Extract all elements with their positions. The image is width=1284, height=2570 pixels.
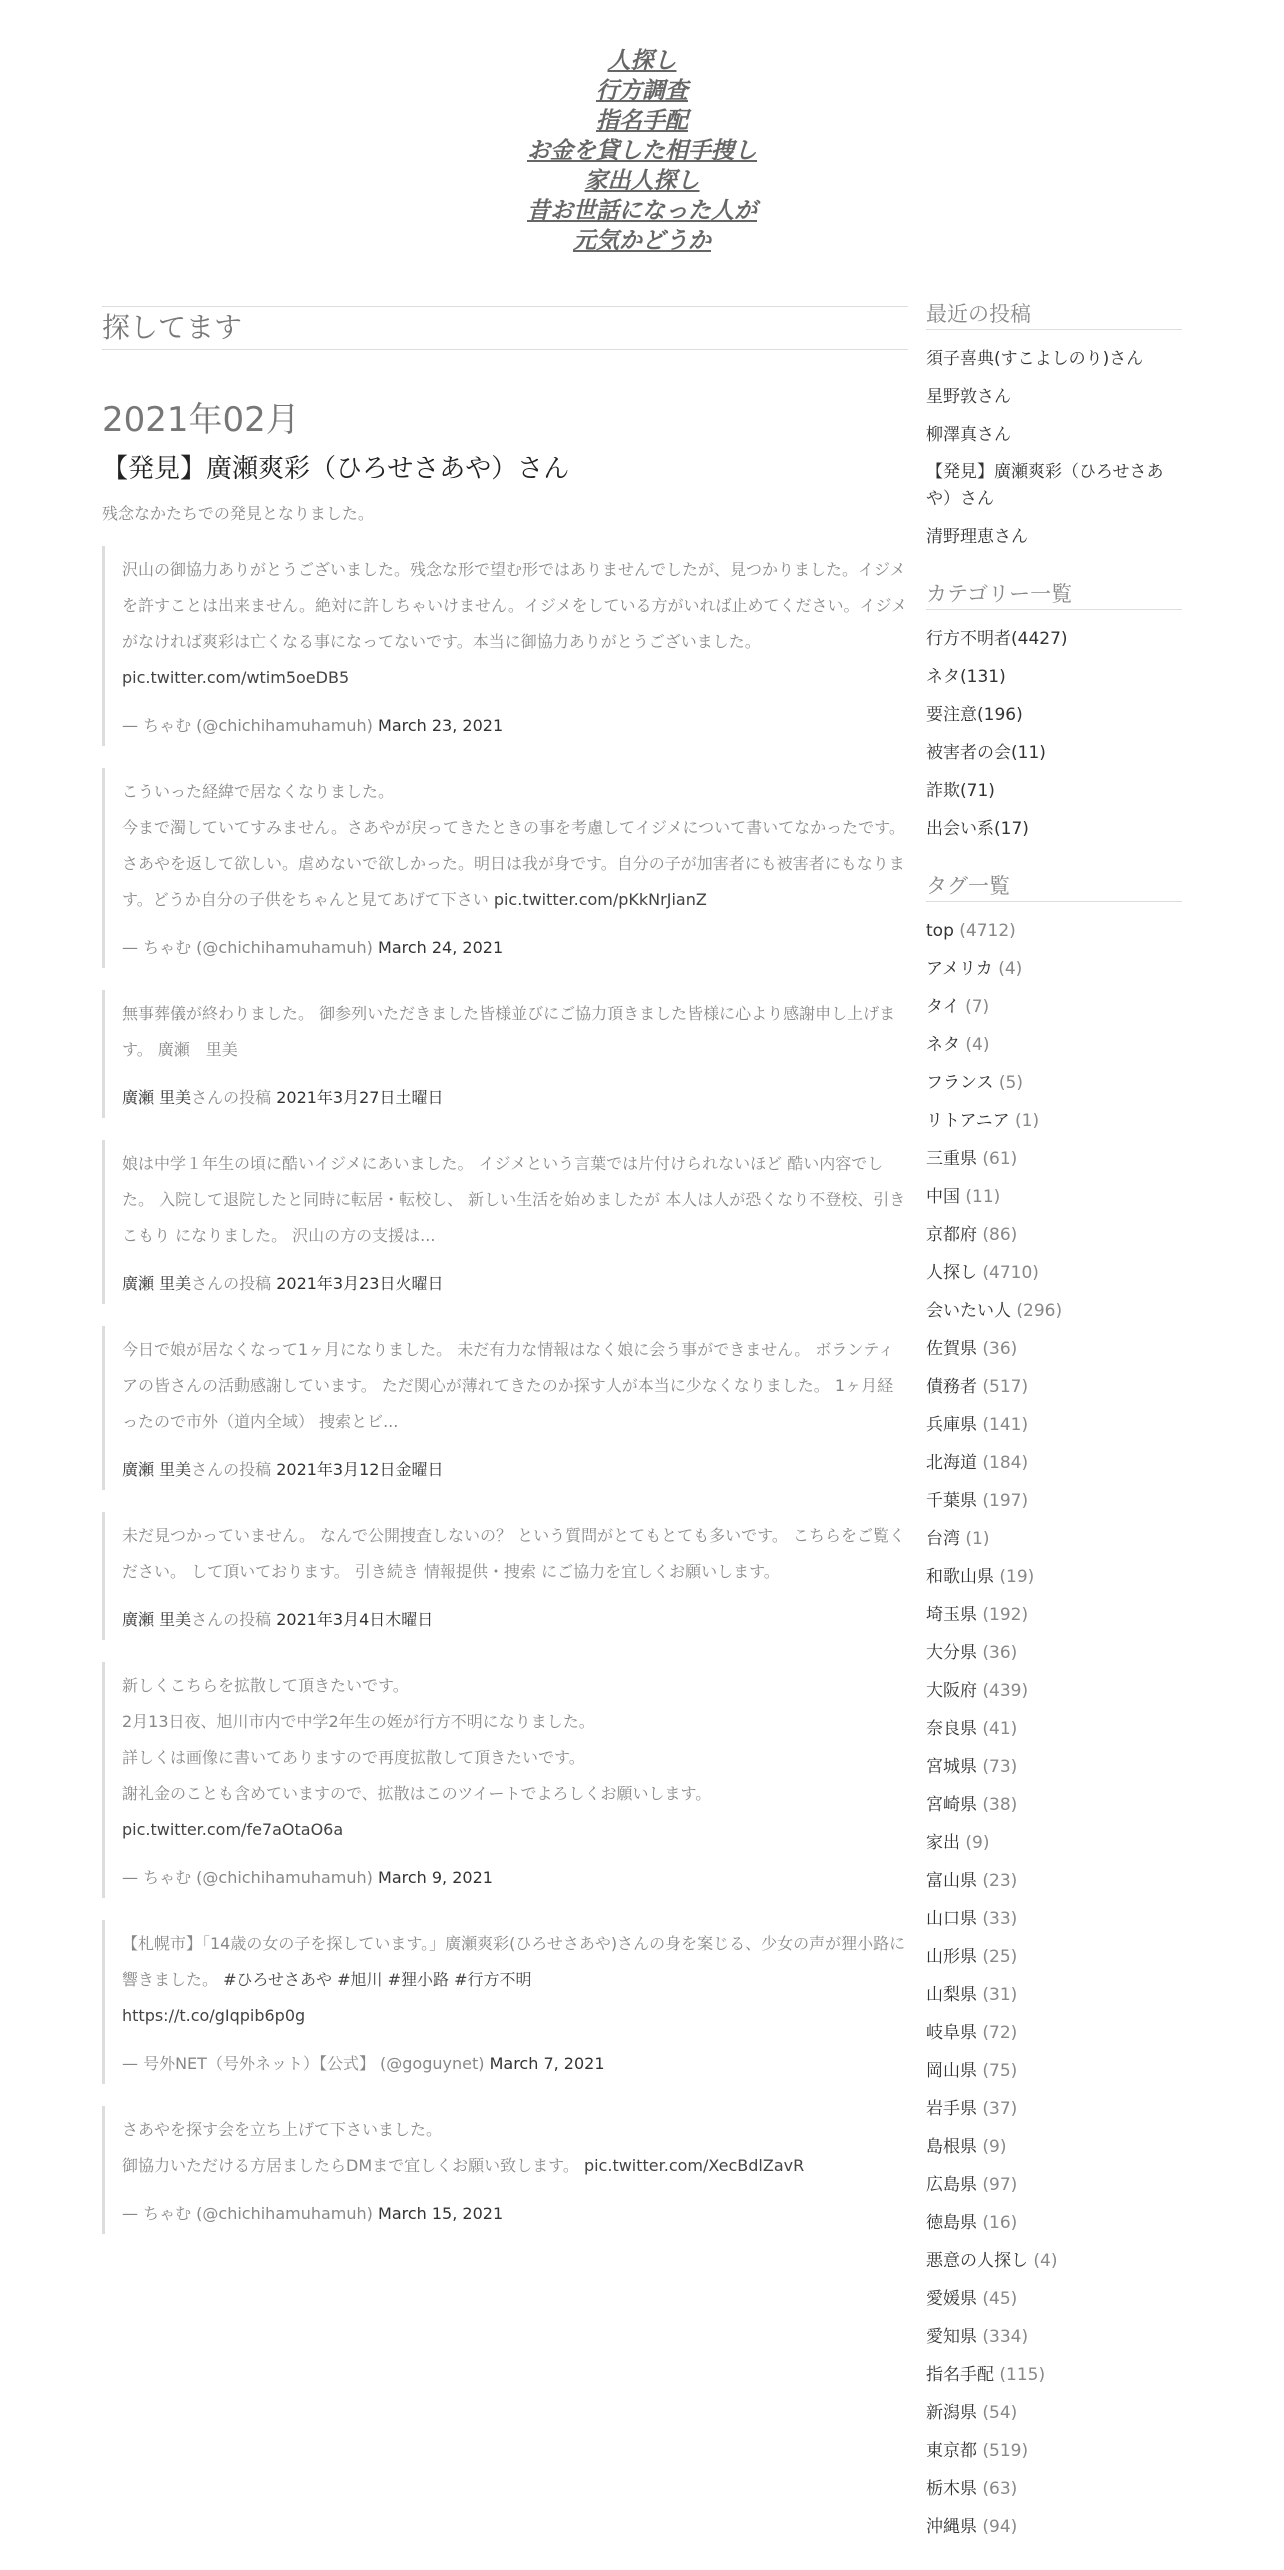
- quote-source-label: さんの投稿: [191, 1460, 272, 1479]
- category-item[interactable]: [926, 658, 1182, 696]
- tag-count: (4): [965, 1035, 990, 1055]
- tag-link[interactable]: 和歌山県: [926, 1567, 994, 1587]
- quote-cite: [122, 1608, 908, 1632]
- tag-link[interactable]: 東京都: [926, 2441, 977, 2461]
- tag-link[interactable]: 中国: [926, 1187, 960, 1207]
- category-item[interactable]: [926, 620, 1182, 658]
- tag-item[interactable]: [926, 1862, 1182, 1900]
- header-nav: [0, 46, 1284, 256]
- quote-body: [122, 1668, 908, 1848]
- tag-item[interactable]: [926, 1368, 1182, 1406]
- tag-count: (517): [982, 1377, 1029, 1397]
- quote-date[interactable]: March 24, 2021: [378, 938, 504, 957]
- tag-count: (37): [982, 2099, 1018, 2119]
- recent-posts-title: 最近の投稿: [926, 300, 1182, 330]
- sidebar: [926, 254, 1182, 2570]
- header-link[interactable]: 家出人探し: [584, 167, 700, 194]
- header-link[interactable]: 行方調査: [596, 77, 688, 104]
- category-item[interactable]: [926, 696, 1182, 734]
- tag-link[interactable]: 兵庫県: [926, 1415, 977, 1435]
- tag-count: (4710): [982, 1263, 1039, 1283]
- tag-count: (4): [1033, 2251, 1058, 2271]
- tag-item[interactable]: [926, 1976, 1182, 2014]
- tag-item[interactable]: [926, 2090, 1182, 2128]
- quote-cite: [122, 1272, 908, 1296]
- tag-item[interactable]: [926, 1938, 1182, 1976]
- quote-author[interactable]: 廣瀬 里美: [122, 1088, 192, 1107]
- quote-list: [102, 546, 908, 2234]
- tag-count: (11): [965, 1187, 1001, 1207]
- tag-item[interactable]: [926, 2052, 1182, 2090]
- quote-link[interactable]: pic.twitter.com/wtim5oeDB5: [122, 668, 350, 687]
- quote-date[interactable]: March 15, 2021: [378, 2204, 504, 2223]
- tag-count: (16): [982, 2213, 1018, 2233]
- recent-post-item[interactable]: [926, 378, 1182, 416]
- tag-count: (141): [982, 1415, 1029, 1435]
- embedded-quote: [102, 2106, 908, 2234]
- tag-count: (54): [982, 2403, 1018, 2423]
- tag-list: [926, 912, 1182, 2546]
- tag-item[interactable]: [926, 2394, 1182, 2432]
- tag-link[interactable]: 千葉県: [926, 1491, 977, 1511]
- tag-item[interactable]: [926, 950, 1182, 988]
- recent-post-link[interactable]: 星野敦さん: [926, 387, 1011, 407]
- quote-cite: [122, 2202, 908, 2226]
- tag-count: (197): [982, 1491, 1029, 1511]
- tag-count: (9): [965, 1833, 990, 1853]
- quote-author[interactable]: — ちゃむ (@chichihamuhamuh): [122, 716, 373, 735]
- tag-link[interactable]: 人探し: [926, 1263, 977, 1283]
- tag-item[interactable]: [926, 1140, 1182, 1178]
- tag-link[interactable]: 債務者: [926, 1377, 977, 1397]
- quote-cite: [122, 1458, 908, 1482]
- quote-body: [122, 552, 908, 696]
- tag-item[interactable]: [926, 1026, 1182, 1064]
- quote-date[interactable]: 2021年3月4日木曜日: [276, 1610, 434, 1629]
- quote-author[interactable]: 廣瀬 里美: [122, 1460, 192, 1479]
- tag-link[interactable]: フランス: [926, 1073, 994, 1093]
- category-link[interactable]: 詐欺(71): [926, 781, 995, 801]
- quote-date[interactable]: March 7, 2021: [489, 2054, 605, 2073]
- tag-item[interactable]: [926, 1520, 1182, 1558]
- header-link[interactable]: お金を貸した相手捜し: [527, 137, 757, 164]
- quote-cite: [122, 2052, 908, 2076]
- site-header: [0, 0, 1284, 254]
- tag-item[interactable]: [926, 988, 1182, 1026]
- category-link[interactable]: 被害者の会(11): [926, 743, 1046, 763]
- recent-posts-list: [926, 340, 1182, 556]
- quote-author[interactable]: — ちゃむ (@chichihamuhamuh): [122, 2204, 373, 2223]
- tag-count: (19): [999, 1567, 1035, 1587]
- tag-count: (72): [982, 2023, 1018, 2043]
- tag-count: (1): [965, 1529, 990, 1549]
- tag-link[interactable]: 埼玉県: [926, 1605, 977, 1625]
- page-title: 探してます: [102, 306, 908, 350]
- tag-count: (63): [982, 2479, 1018, 2499]
- tag-link[interactable]: 佐賀県: [926, 1339, 977, 1359]
- tag-item[interactable]: [926, 912, 1182, 950]
- tag-count: (94): [982, 2517, 1018, 2537]
- category-item[interactable]: [926, 772, 1182, 810]
- tag-link[interactable]: 岩手県: [926, 2099, 977, 2119]
- quote-link[interactable]: https://t.co/gIqpib6p0g: [122, 2006, 306, 2025]
- tag-count: (36): [982, 1643, 1018, 1663]
- quote-text: 無事葬儀が終わりました。 御参列いただきました皆様並びにご協力頂きました皆様に心より感謝申し上げます。 廣瀬 里美: [122, 1004, 896, 1059]
- category-list: [926, 620, 1182, 848]
- quote-author[interactable]: 廣瀬 里美: [122, 1610, 192, 1629]
- tag-count: (41): [982, 1719, 1018, 1739]
- quote-source-label: さんの投稿: [191, 1088, 272, 1107]
- tag-link[interactable]: 大阪府: [926, 1681, 977, 1701]
- tag-item[interactable]: [926, 1558, 1182, 1596]
- quote-body: [122, 774, 908, 918]
- quote-author[interactable]: — ちゃむ (@chichihamuhamuh): [122, 938, 373, 957]
- tag-link[interactable]: top: [926, 921, 954, 941]
- header-link[interactable]: 元気かどうか: [573, 227, 711, 254]
- quote-text: 娘は中学１年生の頃に酷いイジメにあいました。 イジメという言葉では片付けられないほど 酷い内容でした。 入院して退院したと同時に転居・転校し、 新しい生活を始めましたが 本人は人が恐くなり不登校、引きこもり になりました。 沢山の方の支援は...: [122, 1154, 906, 1245]
- tag-link[interactable]: 台湾: [926, 1529, 960, 1549]
- tag-item[interactable]: [926, 1786, 1182, 1824]
- tag-count: (73): [982, 1757, 1018, 1777]
- tag-item[interactable]: [926, 2470, 1182, 2508]
- tag-item[interactable]: [926, 1748, 1182, 1786]
- tag-count: (192): [982, 1605, 1029, 1625]
- tag-item[interactable]: [926, 1216, 1182, 1254]
- tag-item[interactable]: [926, 2128, 1182, 2166]
- embedded-quote: [102, 1662, 908, 1898]
- quote-author[interactable]: — ちゃむ (@chichihamuhamuh): [122, 1868, 373, 1887]
- recent-post-item[interactable]: [926, 454, 1182, 518]
- tag-link[interactable]: 山梨県: [926, 1985, 977, 2005]
- tag-link[interactable]: 奈良県: [926, 1719, 977, 1739]
- tag-count: (115): [999, 2365, 1046, 2385]
- quote-body: [122, 996, 908, 1068]
- quote-author[interactable]: — 号外NET（号外ネット）【公式】 (@goguynet): [122, 2054, 485, 2073]
- recent-post-link[interactable]: 清野理恵さん: [926, 527, 1028, 547]
- tag-link[interactable]: 富山県: [926, 1871, 977, 1891]
- tag-count: (5): [998, 1073, 1023, 1093]
- tag-link[interactable]: 三重県: [926, 1149, 977, 1169]
- tag-link[interactable]: 大分県: [926, 1643, 977, 1663]
- tag-link[interactable]: 新潟県: [926, 2403, 977, 2423]
- tag-item[interactable]: [926, 2508, 1182, 2546]
- category-link[interactable]: 出会い系(17): [926, 819, 1029, 839]
- tag-link[interactable]: リトアニア: [926, 1111, 1010, 1131]
- quote-body: [122, 1146, 908, 1254]
- category-link[interactable]: 要注意(196): [926, 705, 1023, 725]
- quote-text: 新しくこちらを拡散して頂きたいです。 2月13日夜、旭川市内で中学2年生の姪が行方不明になりました。 詳しくは画像に書いてありますので再度拡散して頂きたいです。 謝礼金のことも含めていますので、拡散はこのツイートでよろしくお願いします。: [122, 1676, 712, 1803]
- quote-date[interactable]: 2021年3月23日火曜日: [276, 1274, 444, 1293]
- tag-link[interactable]: 愛知県: [926, 2327, 977, 2347]
- tag-item[interactable]: [926, 2318, 1182, 2356]
- tag-item[interactable]: [926, 2242, 1182, 2280]
- tag-item[interactable]: [926, 1672, 1182, 1710]
- quote-hashtags[interactable]: #ひろせさあや #旭川 #狸小路 #行方不明: [223, 1970, 532, 1989]
- tag-count: (7): [965, 997, 990, 1017]
- tag-count: (334): [982, 2327, 1029, 2347]
- tag-count: (25): [982, 1947, 1018, 1967]
- embedded-quote: [102, 768, 908, 968]
- tag-count: (86): [982, 1225, 1018, 1245]
- quote-cite: [122, 1086, 908, 1110]
- tag-item[interactable]: [926, 1900, 1182, 1938]
- tag-count: (75): [982, 2061, 1018, 2081]
- recent-post-item[interactable]: [926, 340, 1182, 378]
- tag-link[interactable]: 山口県: [926, 1909, 977, 1929]
- quote-link[interactable]: pic.twitter.com/fe7aOtaO6a: [122, 1820, 344, 1839]
- quote-cite: [122, 714, 908, 738]
- tag-item[interactable]: [926, 2280, 1182, 2318]
- tag-link[interactable]: アメリカ: [926, 959, 993, 979]
- recent-post-item[interactable]: [926, 416, 1182, 454]
- tag-count: (38): [982, 1795, 1018, 1815]
- recent-post-link[interactable]: 【発見】廣瀬爽彩（ひろせさあや）さん: [926, 462, 1164, 509]
- recent-post-link[interactable]: 須子喜典(すこよしのり)さん: [926, 349, 1144, 369]
- tag-item[interactable]: [926, 1254, 1182, 1292]
- quote-text: 沢山の御協力ありがとうございました。残念な形で望む形ではありませんでしたが、見つかりました。イジメを許すことは出来ません。絶対に許しちゃいけません。イジメをしている方がいれば止めてください。イジメがなければ爽彩は亡くなる事になってないです。本当に御協力ありがとうございました。: [122, 560, 907, 651]
- tag-count: (23): [982, 1871, 1018, 1891]
- tag-item[interactable]: [926, 2204, 1182, 2242]
- tag-link[interactable]: 家出: [926, 1833, 960, 1853]
- tag-item[interactable]: [926, 1178, 1182, 1216]
- tag-count: (61): [982, 1149, 1018, 1169]
- tag-count: (36): [982, 1339, 1018, 1359]
- quote-text: 未だ見つかっていません。 なんで公開捜査しないの？ という質問がとてもとても多いです。 こちらをご覧ください。 して頂いております。 引き続き 情報提供・捜索 にご協力を宜しくお願いします。: [122, 1526, 905, 1581]
- archive-title: 2021年02月: [102, 400, 300, 440]
- tag-link[interactable]: 悪意の人探し: [926, 2251, 1028, 2271]
- tag-count: (31): [982, 1985, 1018, 2005]
- tag-link[interactable]: 宮崎県: [926, 1795, 977, 1815]
- quote-date[interactable]: 2021年3月27日土曜日: [276, 1088, 444, 1107]
- quote-source-label: さんの投稿: [191, 1274, 272, 1293]
- tag-item[interactable]: [926, 1330, 1182, 1368]
- tag-item[interactable]: [926, 1444, 1182, 1482]
- tag-link[interactable]: 指名手配: [926, 2365, 994, 2385]
- embedded-quote: [102, 1326, 908, 1490]
- tag-link[interactable]: 栃木県: [926, 2479, 977, 2499]
- embedded-quote: [102, 1920, 908, 2084]
- post-lead: 残念なかたちでの発見となりました。: [102, 504, 374, 523]
- quote-text: こういった経緯で居なくなりました。 今まで濁していてすみません。さあやが戻ってきたときの事を考慮してイジメについて書いてなかったです。さあやを返して欲しい。虐めないで欲しかった。明日は我が身です。自分の子が加害者にも被害者にもなります。どうか自分の子供をちゃんと見てあげて下さい: [122, 782, 905, 909]
- tag-item[interactable]: [926, 1406, 1182, 1444]
- tag-item[interactable]: [926, 2166, 1182, 2204]
- tag-count: (33): [982, 1909, 1018, 1929]
- recent-post-item[interactable]: [926, 518, 1182, 556]
- tag-count: (1): [1015, 1111, 1040, 1131]
- tag-count: (519): [982, 2441, 1029, 2461]
- tag-count: (97): [982, 2175, 1018, 2195]
- tag-link[interactable]: 北海道: [926, 1453, 977, 1473]
- quote-date[interactable]: 2021年3月12日金曜日: [276, 1460, 444, 1479]
- tag-item[interactable]: [926, 1824, 1182, 1862]
- quote-body: [122, 1926, 908, 2034]
- category-item[interactable]: [926, 810, 1182, 848]
- quote-author[interactable]: 廣瀬 里美: [122, 1274, 192, 1293]
- header-link[interactable]: 人探し: [607, 47, 677, 74]
- tag-link[interactable]: 京都府: [926, 1225, 977, 1245]
- quote-cite: [122, 936, 908, 960]
- category-item[interactable]: [926, 734, 1182, 772]
- tag-item[interactable]: [926, 1596, 1182, 1634]
- tag-item[interactable]: [926, 1292, 1182, 1330]
- tag-link[interactable]: 徳島県: [926, 2213, 977, 2233]
- tag-count: (45): [982, 2289, 1018, 2309]
- recent-post-link[interactable]: 柳澤真さん: [926, 425, 1011, 445]
- tag-count: (296): [1016, 1301, 1063, 1321]
- embedded-quote: [102, 1140, 908, 1304]
- tag-count: (184): [982, 1453, 1029, 1473]
- quote-date[interactable]: March 9, 2021: [378, 1868, 493, 1887]
- tag-link[interactable]: 会いたい人: [926, 1301, 1011, 1321]
- tag-item[interactable]: [926, 2432, 1182, 2470]
- tag-link[interactable]: タイ: [926, 997, 960, 1017]
- quote-link[interactable]: pic.twitter.com/pKkNrJianZ: [493, 890, 707, 909]
- tag-item[interactable]: [926, 1064, 1182, 1102]
- quote-body: [122, 1518, 908, 1590]
- tag-link[interactable]: 岐阜県: [926, 2023, 977, 2043]
- tag-link[interactable]: 宮城県: [926, 1757, 977, 1777]
- quote-text: 今日で娘が居なくなって1ヶ月になりました。 未だ有力な情報はなく娘に会う事ができません。 ボランティアの皆さんの活動感謝しています。 ただ関心が薄れてきたのか探す人が本当に少なくなりました。 1ヶ月経ったので市外（道内全域） 捜索とビ...: [122, 1340, 895, 1431]
- quote-date[interactable]: March 23, 2021: [378, 716, 504, 735]
- tag-link[interactable]: ネタ: [926, 1035, 960, 1055]
- tag-item[interactable]: [926, 2014, 1182, 2052]
- tag-link[interactable]: 広島県: [926, 2175, 977, 2195]
- quote-text: さあやを探す会を立ち上げて下さいました。 御協力いただける方居ましたらDMまで宜しくお願い致します。: [122, 2120, 579, 2175]
- tag-title: タグ一覧: [926, 872, 1182, 902]
- header-link[interactable]: 昔お世話になった人が: [527, 197, 757, 224]
- tag-link[interactable]: 愛媛県: [926, 2289, 977, 2309]
- tag-link[interactable]: 岡山県: [926, 2061, 977, 2081]
- tag-item[interactable]: [926, 1482, 1182, 1520]
- quote-link[interactable]: pic.twitter.com/XecBdlZavR: [583, 2156, 805, 2175]
- category-link[interactable]: ネタ(131): [926, 667, 1006, 687]
- category-link[interactable]: 行方不明者(4427): [926, 629, 1068, 649]
- quote-source-label: さんの投稿: [191, 1610, 272, 1629]
- embedded-quote: [102, 1512, 908, 1640]
- tag-count: (9): [982, 2137, 1007, 2157]
- post-title[interactable]: 【発見】廣瀬爽彩（ひろせさあや）さん: [102, 454, 570, 484]
- embedded-quote: [102, 990, 908, 1118]
- quote-text: 【札幌市】「14歳の女の子を探しています。」廣瀬爽彩(ひろせさあや)さんの身を案じる、少女の声が狸小路に響きました。: [122, 1934, 906, 1989]
- tag-item[interactable]: [926, 1634, 1182, 1672]
- tag-item[interactable]: [926, 2356, 1182, 2394]
- tag-item[interactable]: [926, 1102, 1182, 1140]
- header-link[interactable]: 指名手配: [596, 107, 688, 134]
- category-title: カテゴリー一覧: [926, 580, 1182, 610]
- tag-count: (4): [998, 959, 1023, 979]
- tag-count: (4712): [959, 921, 1016, 941]
- main-content: [102, 254, 908, 2256]
- quote-cite: [122, 1866, 908, 1890]
- quote-body: [122, 1332, 908, 1440]
- quote-body: [122, 2112, 908, 2184]
- tag-item[interactable]: [926, 1710, 1182, 1748]
- embedded-quote: [102, 546, 908, 746]
- tag-link[interactable]: 島根県: [926, 2137, 977, 2157]
- tag-count: (439): [982, 1681, 1029, 1701]
- tag-link[interactable]: 山形県: [926, 1947, 977, 1967]
- tag-link[interactable]: 沖縄県: [926, 2517, 977, 2537]
